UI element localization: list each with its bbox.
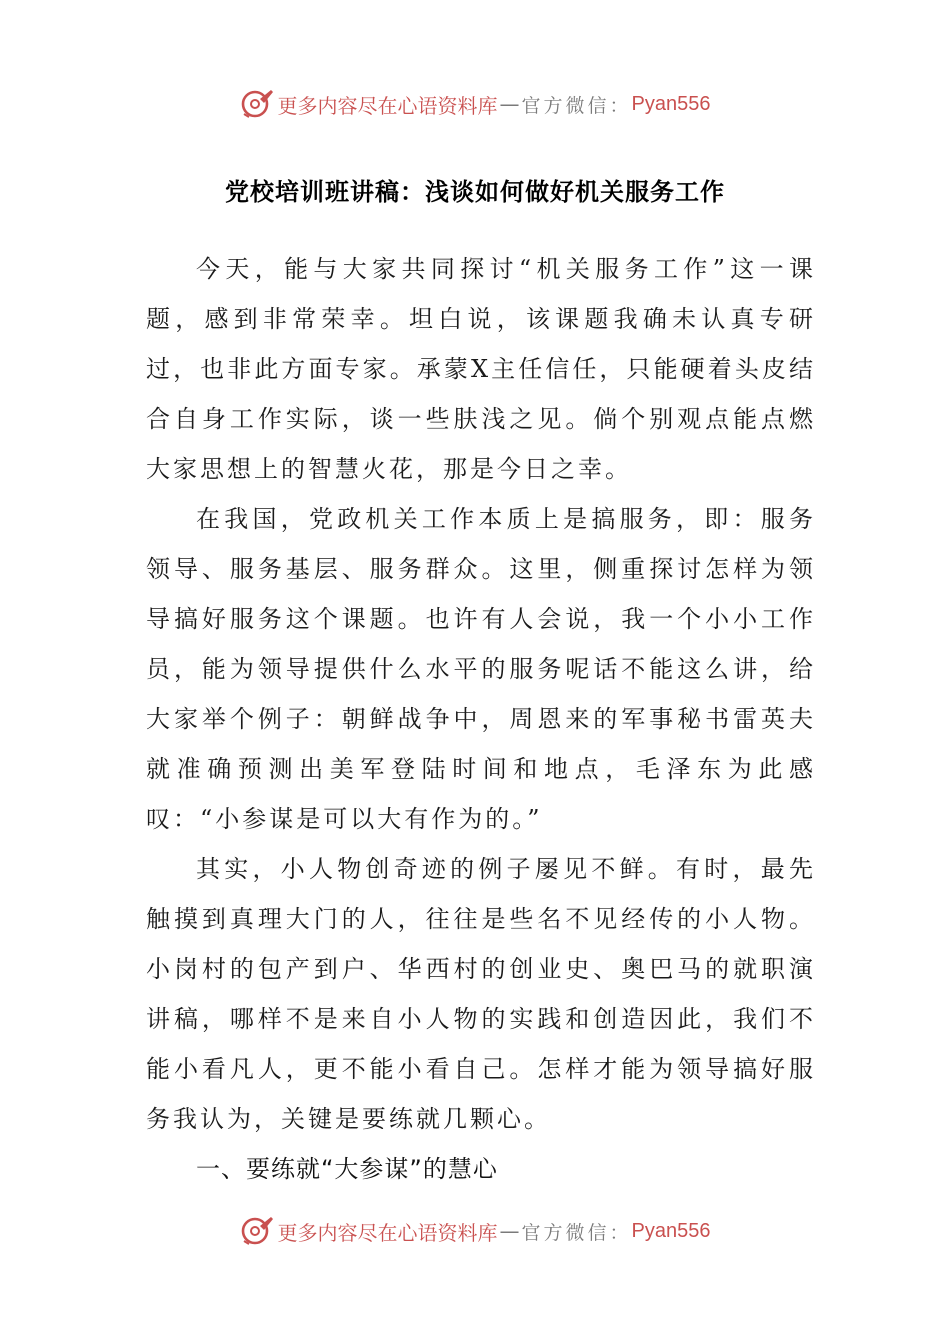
watermark-wechat-id: Pyan556 [631, 92, 711, 115]
watermark-dash: — [499, 1219, 520, 1243]
paragraph-service: 在我国，党政机关工作本质上是搞服务，即：服务领导、服务基层、服务群众。这里，侧重探讨怎样为领导搞好服务这个课题。也许有人会说，我一个小小工作员，能为领导提供什么水平的服务呢话不能这么讲，给大家举个例子：朝鲜战争中，周恩来的军事秘书雷英夫就准确预测出美军登陆时间和地点，毛泽东为此感叹：“小参谋是可以大有作为的。” [146, 505, 816, 833]
document-title: 党校培训班讲稿：浅谈如何做好机关服务工作 [225, 177, 725, 206]
watermark-wechat-label: 官方微信： [521, 1221, 632, 1244]
watermark-site-text: 更多内容尽在心语资料库 [277, 93, 498, 118]
watermark-wechat-label: 官方微信： [521, 94, 632, 117]
watermark-dash: — [499, 92, 520, 116]
watermark-site-text: 更多内容尽在心语资料库 [277, 1220, 498, 1245]
pen-nib-circle-icon [240, 87, 274, 121]
watermark-wechat-id: Pyan556 [631, 1219, 711, 1242]
pen-nib-circle-icon [240, 1214, 274, 1248]
paragraph-intro: 今天，能与大家共同探讨“机关服务工作”这一课题，感到非常荣幸。坦白说，该课题我确未认真专研过，也非此方面专家。承蒙X主任信任，只能硬着头皮结合自身工作实际，谈一些肤浅之见。倘个别观点能点燃大家思想上的智慧火花，那是今日之幸。 [146, 255, 816, 483]
section-heading: 一、要练就“大参谋”的慧心 [196, 1155, 498, 1183]
document-body [146, 244, 816, 1194]
paragraph-small-people: 其实，小人物创奇迹的例子屡见不鲜。有时，最先触摸到真理大门的人，往往是些名不见经传的小人物。小岗村的包产到户、华西村的创业史、奥巴马的就职演讲稿，哪样不是来自小人物的实践和创造因此，我们不能小看凡人，更不能小看自己。怎样才能为领导搞好服务我认为，关键是要练就几颗心。 [146, 855, 816, 1133]
watermark-banner-bottom [0, 1211, 950, 1251]
watermark-banner-top [0, 84, 950, 124]
